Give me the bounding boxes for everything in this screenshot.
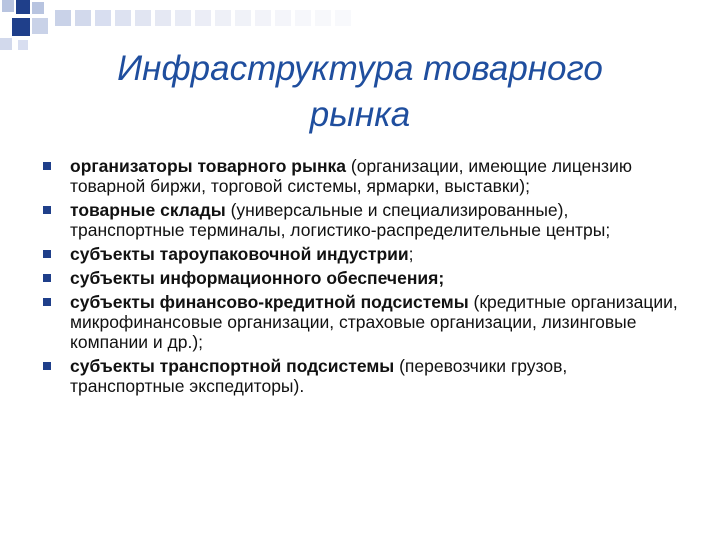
- square-bullet-icon: [43, 274, 51, 282]
- square-bullet-icon: [43, 250, 51, 258]
- slide-title-line-1: Инфраструктура товарного: [117, 49, 603, 88]
- square-bullet-icon: [43, 298, 51, 306]
- square-bullet-icon: [43, 162, 51, 170]
- list-item: [40, 200, 680, 240]
- list-item-text: (перевозчики грузов, транспортные экспедиторы).: [70, 356, 568, 396]
- slide-title: [40, 46, 680, 138]
- list-item-bold-text: организаторы товарного рынка: [70, 156, 347, 176]
- slide-title-line-2: рынка: [309, 95, 411, 134]
- list-item-bold-text: субъекты информационного обеспечения;: [70, 268, 445, 288]
- square-bullet-icon: [43, 206, 51, 214]
- list-item: [40, 292, 680, 352]
- square-bullet-icon: [43, 362, 51, 370]
- list-item-text: (организации, имеющие лицензию товарной биржи, торговой системы, ярмарки, выставки);: [70, 156, 632, 196]
- square-strip: [55, 10, 351, 26]
- list-item-bold-text: субъекты финансово-кредитной подсистемы: [70, 292, 469, 312]
- bullet-list: [40, 156, 680, 396]
- list-item: [40, 156, 680, 196]
- list-item-bold-text: субъекты транспортной подсистемы: [70, 356, 395, 376]
- list-item-text: (универсальные и специализированные), транспортные терминалы, логистико-распределительные центры;: [70, 200, 611, 240]
- list-item: [40, 356, 680, 396]
- list-item-bold-text: товарные склады: [70, 200, 226, 220]
- list-item: [40, 268, 680, 288]
- list-item-text: ;: [408, 244, 414, 264]
- list-item-text: (кредитные организации, микрофинансовые организации, страховые организации, лизинговые компании и др.);: [70, 292, 678, 352]
- list-item-bold-text: субъекты тароупаковочной индустрии: [70, 244, 409, 264]
- list-item: [40, 244, 680, 264]
